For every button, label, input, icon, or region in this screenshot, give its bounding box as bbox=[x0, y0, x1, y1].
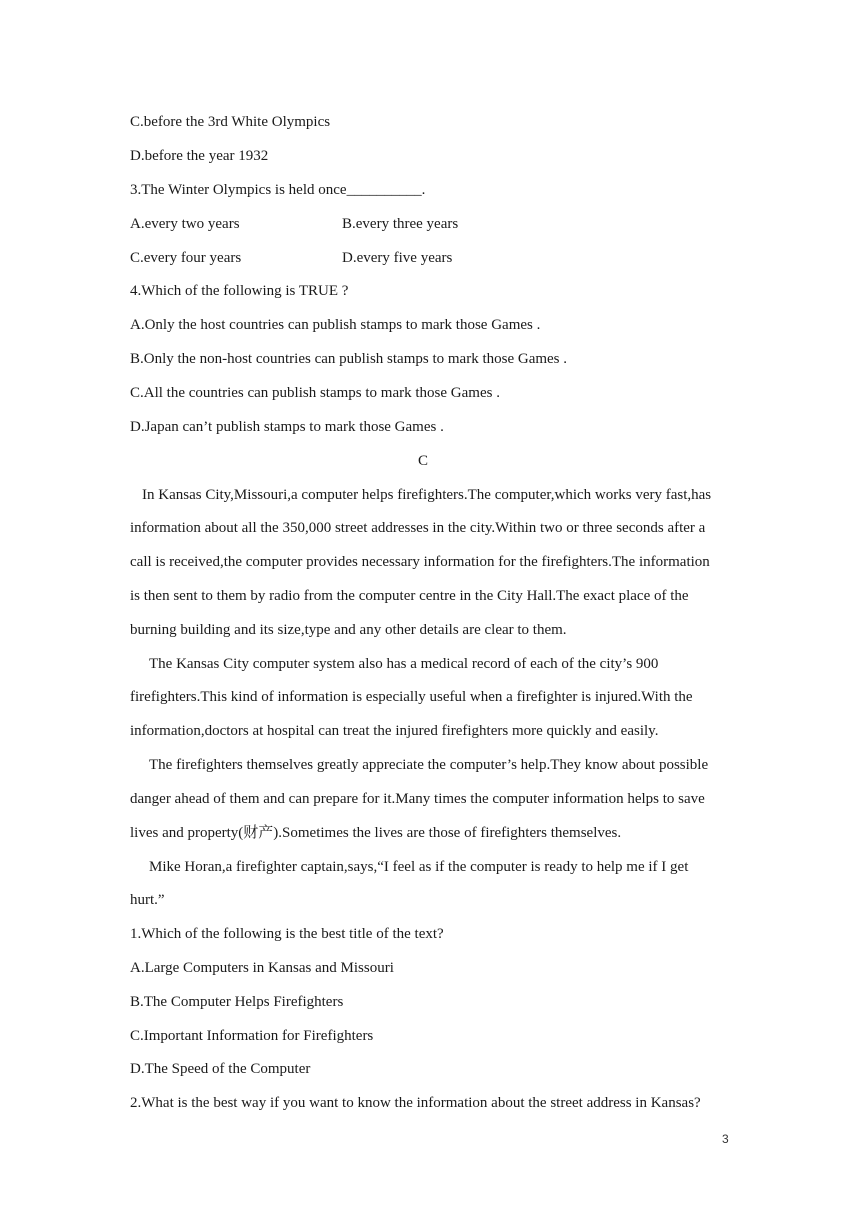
passage-line: burning building and its size,type and any other details are clear to them. bbox=[130, 622, 567, 638]
q4-option-c: C.All the countries can publish stamps to mark those Games . bbox=[130, 385, 500, 401]
q3-option-c: C.every four years bbox=[130, 250, 242, 266]
c-q1-option-a: A.Large Computers in Kansas and Missouri bbox=[130, 960, 394, 976]
passage-line: information,doctors at hospital can treat the injured firefighters more quickly and easily. bbox=[130, 723, 659, 739]
c-q1-option-b: B.The Computer Helps Firefighters bbox=[130, 994, 344, 1010]
passage-line: information about all the 350,000 street addresses in the city.Within two or three seconds after a bbox=[130, 520, 706, 536]
c-q2-stem: 2.What is the best way if you want to know the information about the street address in Kansas? bbox=[130, 1095, 701, 1111]
q3-option-b: B.every three years bbox=[342, 216, 459, 232]
passage-line: In Kansas City,Missouri,a computer helps firefighters.The computer,which works very fast,has bbox=[142, 487, 712, 503]
q3-option-a: A.every two years bbox=[130, 216, 240, 232]
q4-option-b: B.Only the non-host countries can publish stamps to mark those Games . bbox=[130, 351, 568, 367]
passage-line: hurt.” bbox=[130, 892, 165, 908]
passage-line: The Kansas City computer system also has a medical record of each of the city’s 900 bbox=[149, 656, 659, 672]
passage-line: danger ahead of them and can prepare for it.Many times the computer information helps to save bbox=[130, 791, 705, 807]
passage-line: call is received,the computer provides necessary information for the firefighters.The information bbox=[130, 554, 710, 570]
q3-stem: 3.The Winter Olympics is held once__________. bbox=[130, 182, 426, 198]
q2-option-d: D.before the year 1932 bbox=[130, 148, 269, 164]
q4-option-a: A.Only the host countries can publish stamps to mark those Games . bbox=[130, 317, 541, 333]
passage-line: firefighters.This kind of information is especially useful when a firefighter is injured.With the bbox=[130, 689, 693, 705]
passage-line: Mike Horan,a firefighter captain,says,“I feel as if the computer is ready to help me if I get bbox=[149, 859, 689, 875]
c-q1-option-d: D.The Speed of the Computer bbox=[130, 1061, 311, 1077]
passage-line: is then sent to them by radio from the computer centre in the City Hall.The exact place of the bbox=[130, 588, 689, 604]
section-heading: C bbox=[417, 453, 428, 469]
q2-option-c: C.before the 3rd White Olympics bbox=[130, 114, 331, 130]
q3-option-d: D.every five years bbox=[342, 250, 453, 266]
passage-line: The firefighters themselves greatly appreciate the computer’s help.They know about possible bbox=[149, 757, 709, 773]
q4-option-d: D.Japan can’t publish stamps to mark those Games . bbox=[130, 419, 444, 435]
q4-stem: 4.Which of the following is TRUE ? bbox=[130, 283, 349, 299]
page-number: 3 bbox=[722, 1132, 729, 1146]
c-q1-stem: 1.Which of the following is the best title of the text? bbox=[130, 926, 444, 942]
passage-line: lives and property(财产).Sometimes the lives are those of firefighters themselves. bbox=[130, 825, 622, 841]
c-q1-option-c: C.Important Information for Firefighters bbox=[130, 1028, 374, 1044]
